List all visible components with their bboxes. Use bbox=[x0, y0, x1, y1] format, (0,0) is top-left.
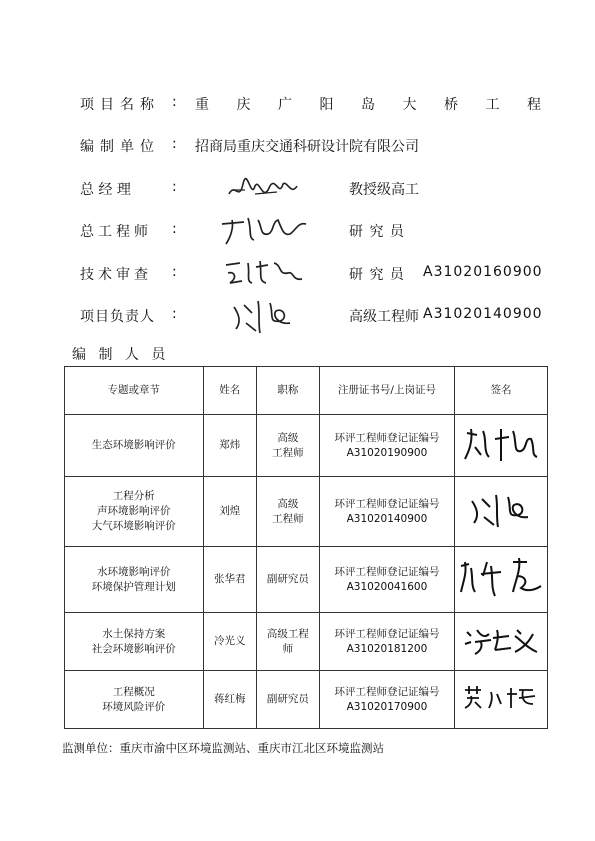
cert-label: 环评工程师登记证编号 bbox=[334, 685, 440, 698]
section-line: 水土保持方案 bbox=[102, 627, 166, 640]
table-header-row bbox=[65, 367, 548, 415]
colon: : bbox=[172, 136, 177, 152]
signature-cell bbox=[454, 613, 547, 671]
project-name-char: 重 bbox=[195, 97, 209, 113]
role-chief-engineer: 总工程师 bbox=[80, 224, 152, 240]
cert-label: 环评工程师登记证编号 bbox=[334, 627, 440, 640]
header-section: 专题或章节 bbox=[65, 367, 204, 415]
project-name-char: 工 bbox=[485, 97, 500, 113]
title-line: 高级 bbox=[277, 497, 299, 510]
handwritten-signature bbox=[461, 682, 541, 712]
signature-technical-review bbox=[222, 255, 312, 290]
signature-cell bbox=[454, 671, 547, 729]
section-line: 声环境影响评价 bbox=[97, 505, 171, 517]
section-line: 环境保护管理计划 bbox=[91, 580, 176, 593]
handwritten-signature bbox=[461, 421, 541, 466]
project-name-char: 程 bbox=[527, 97, 541, 113]
title-line: 师 bbox=[282, 642, 294, 655]
title-technical-review: 研 究 员 bbox=[349, 267, 405, 283]
colon: : bbox=[172, 264, 177, 280]
staff-heading: 编 制 人 员 bbox=[72, 347, 170, 363]
title-line: 副研究员 bbox=[266, 693, 309, 705]
role-general-manager: 总 经 理 bbox=[80, 182, 131, 198]
staff-name: 郑炜 bbox=[203, 415, 256, 477]
cert-technical-review: A31020160900 bbox=[423, 264, 543, 280]
project-name-char: 岛 bbox=[361, 97, 375, 113]
compiler-value: 招商局重庆交通科研设计院有限公司 bbox=[195, 139, 419, 155]
table-row bbox=[65, 415, 548, 477]
header-cert: 注册证书号/上岗证号 bbox=[319, 367, 454, 415]
compiler-label: 编制单位 bbox=[80, 139, 160, 155]
project-name-value bbox=[195, 94, 569, 114]
colon: : bbox=[172, 221, 177, 237]
section-line: 水环境影响评价 bbox=[97, 565, 171, 578]
staff-table bbox=[64, 366, 548, 729]
staff-name: 刘煌 bbox=[203, 477, 256, 547]
title-line: 副研究员 bbox=[266, 573, 309, 585]
cert-number: A31020041600 bbox=[346, 580, 428, 593]
section-line: 社会环境影响评价 bbox=[91, 642, 176, 655]
project-name-char: 大 bbox=[402, 97, 417, 113]
signature-chief-engineer bbox=[218, 208, 313, 248]
title-general-manager: 教授级高工 bbox=[349, 182, 419, 198]
monitoring-units: 监测单位：重庆市渝中区环境监测站、重庆市江北区环境监测站 bbox=[62, 741, 384, 755]
project-name-char: 广 bbox=[278, 97, 292, 113]
staff-name: 冷光义 bbox=[203, 613, 256, 671]
table-row bbox=[65, 547, 548, 613]
cert-number: A31020140900 bbox=[346, 512, 428, 525]
signature-cell bbox=[454, 415, 547, 477]
section-line: 工程概况 bbox=[112, 685, 155, 698]
cert-number: A31020181200 bbox=[346, 642, 428, 655]
header-name: 姓名 bbox=[203, 367, 256, 415]
cert-number: A31020190900 bbox=[346, 446, 428, 459]
cert-label: 环评工程师登记证编号 bbox=[334, 565, 440, 578]
section-line: 工程分析 bbox=[112, 490, 155, 502]
title-line: 工程师 bbox=[272, 446, 304, 459]
title-line: 高级 bbox=[277, 431, 299, 444]
cert-project-lead: A31020140900 bbox=[423, 306, 543, 322]
cert-label: 环评工程师登记证编号 bbox=[334, 497, 440, 510]
project-name-char: 庆 bbox=[236, 97, 251, 113]
title-line: 工程师 bbox=[272, 512, 304, 525]
handwritten-signature bbox=[457, 552, 545, 602]
title-line: 高级工程 bbox=[266, 627, 309, 640]
table-row bbox=[65, 671, 548, 729]
staff-name: 蒋红梅 bbox=[203, 671, 256, 729]
section-line: 大气环境影响评价 bbox=[91, 520, 176, 532]
colon: : bbox=[172, 179, 177, 195]
title-project-lead: 高级工程师 bbox=[349, 309, 419, 325]
signature-project-lead bbox=[228, 293, 298, 338]
project-name-char: 桥 bbox=[444, 97, 458, 113]
table-row bbox=[65, 613, 548, 671]
colon: : bbox=[172, 94, 177, 110]
header-title: 职称 bbox=[256, 367, 319, 415]
project-name-label: 项目名称 bbox=[80, 97, 160, 113]
table-row bbox=[65, 477, 548, 547]
role-project-lead: 项目负责人 bbox=[80, 309, 155, 325]
signature-cell bbox=[454, 477, 547, 547]
section-line: 环境风险评价 bbox=[102, 700, 166, 713]
signature-cell bbox=[454, 547, 547, 613]
signature-general-manager bbox=[225, 172, 305, 212]
staff-name: 张华君 bbox=[203, 547, 256, 613]
role-technical-review: 技术审查 bbox=[80, 267, 152, 283]
cert-label: 环评工程师登记证编号 bbox=[334, 431, 440, 444]
handwritten-signature bbox=[466, 487, 536, 532]
title-chief-engineer: 研 究 员 bbox=[349, 224, 405, 240]
cert-number: A31020170900 bbox=[346, 700, 428, 713]
handwritten-signature bbox=[461, 622, 541, 657]
project-name-char: 阳 bbox=[319, 97, 334, 113]
header-signature: 签名 bbox=[454, 367, 547, 415]
section-line: 生态环境影响评价 bbox=[91, 439, 176, 451]
colon: : bbox=[172, 306, 177, 322]
